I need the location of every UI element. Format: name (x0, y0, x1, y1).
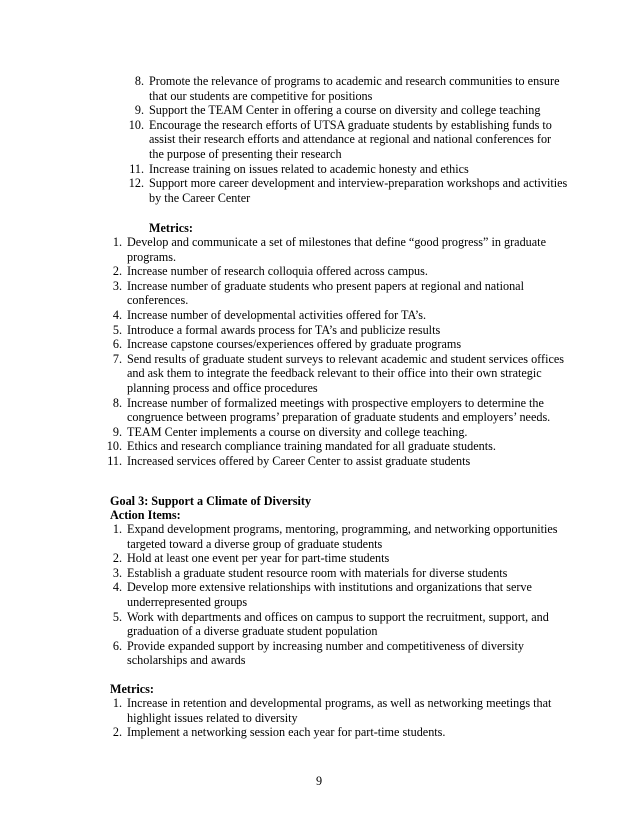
list-item: 6. Increase capstone courses/experiences offered by graduate programs (112, 337, 462, 352)
list-item: 8. Increase number of formalized meetings with prospective employers to determine the congruence between programs’ preparation of graduate students and employers’ needs. (112, 395, 551, 425)
list-item: 5. Work with departments and offices on campus to support the recruitment, support, and graduation of a diverse graduate student population (112, 609, 549, 639)
action-items-heading: Action Items: (110, 508, 181, 522)
list-item: 1. Develop and communicate a set of milestones that define “good progress” in graduate programs. (112, 235, 546, 264)
list-item: 1. Increase in retention and developmental programs, as well as networking meetings that highlight issues related to diversity (112, 696, 552, 725)
metrics-list (112, 696, 567, 740)
metrics-heading: Metrics: (149, 221, 193, 235)
action-items-list (112, 522, 567, 668)
list-item: 3. Establish a graduate student resource room with materials for diverse students (112, 565, 508, 580)
list-item: 11. Increase training on issues related to academic honesty and ethics (129, 161, 469, 176)
list-item: 2. Implement a networking session each year for part-time students. (112, 725, 446, 740)
list-item: 8. Promote the relevance of programs to academic and research communities to ensure that our students are competitive for positions (134, 74, 560, 103)
action-items-list-continued (128, 74, 569, 205)
list-item: 2. Increase number of research colloquia offered across campus. (112, 264, 428, 279)
goal-heading: Goal 3: Support a Climate of Diversity (110, 494, 312, 508)
list-item: 6. Provide expanded support by increasing number and competitiveness of diversity scholarships and awards (112, 638, 525, 668)
list-item: 7. Send results of graduate student surveys to relevant academic and student services offices and ask them to integrate the feedback relevant to their office into their own strategic planning process and office procedures (112, 351, 565, 395)
list-item: 9. Support the TEAM Center in offering a course on diversity and college teaching (134, 103, 541, 118)
metrics-list (106, 235, 567, 469)
list-item: 3. Increase number of graduate students who present papers at regional and national conferences. (112, 278, 524, 308)
page-number: 9 (315, 774, 323, 788)
list-item: 9. TEAM Center implements a course on diversity and college teaching. (112, 424, 468, 439)
list-item: 12. Support more career development and interview-preparation workshops and activities by the Career Center (128, 176, 568, 205)
list-item: 4. Increase number of developmental activities offered for TA’s. (112, 307, 427, 322)
list-item: 11. Increased services offered by Career Center to assist graduate students (107, 453, 471, 468)
list-item: 2. Hold at least one event per year for part-time students (112, 551, 390, 566)
list-item: 4. Develop more extensive relationships with institutions and organizations that serve underrepresented groups (112, 580, 532, 609)
list-item: 5. Introduce a formal awards process for TA’s and publicize results (112, 322, 441, 337)
metrics-heading: Metrics: (110, 682, 154, 696)
list-item: 10. Ethics and research compliance training mandated for all graduate students. (106, 439, 496, 454)
list-item: 1. Expand development programs, mentoring, programming, and networking opportunities targeted toward a diverse group of graduate students (112, 522, 558, 551)
list-item: 10. Encourage the research efforts of UTSA graduate students by establishing funds to assist their research efforts and attendance at regional and national conferences for the purpose of presenting their research (128, 117, 552, 161)
